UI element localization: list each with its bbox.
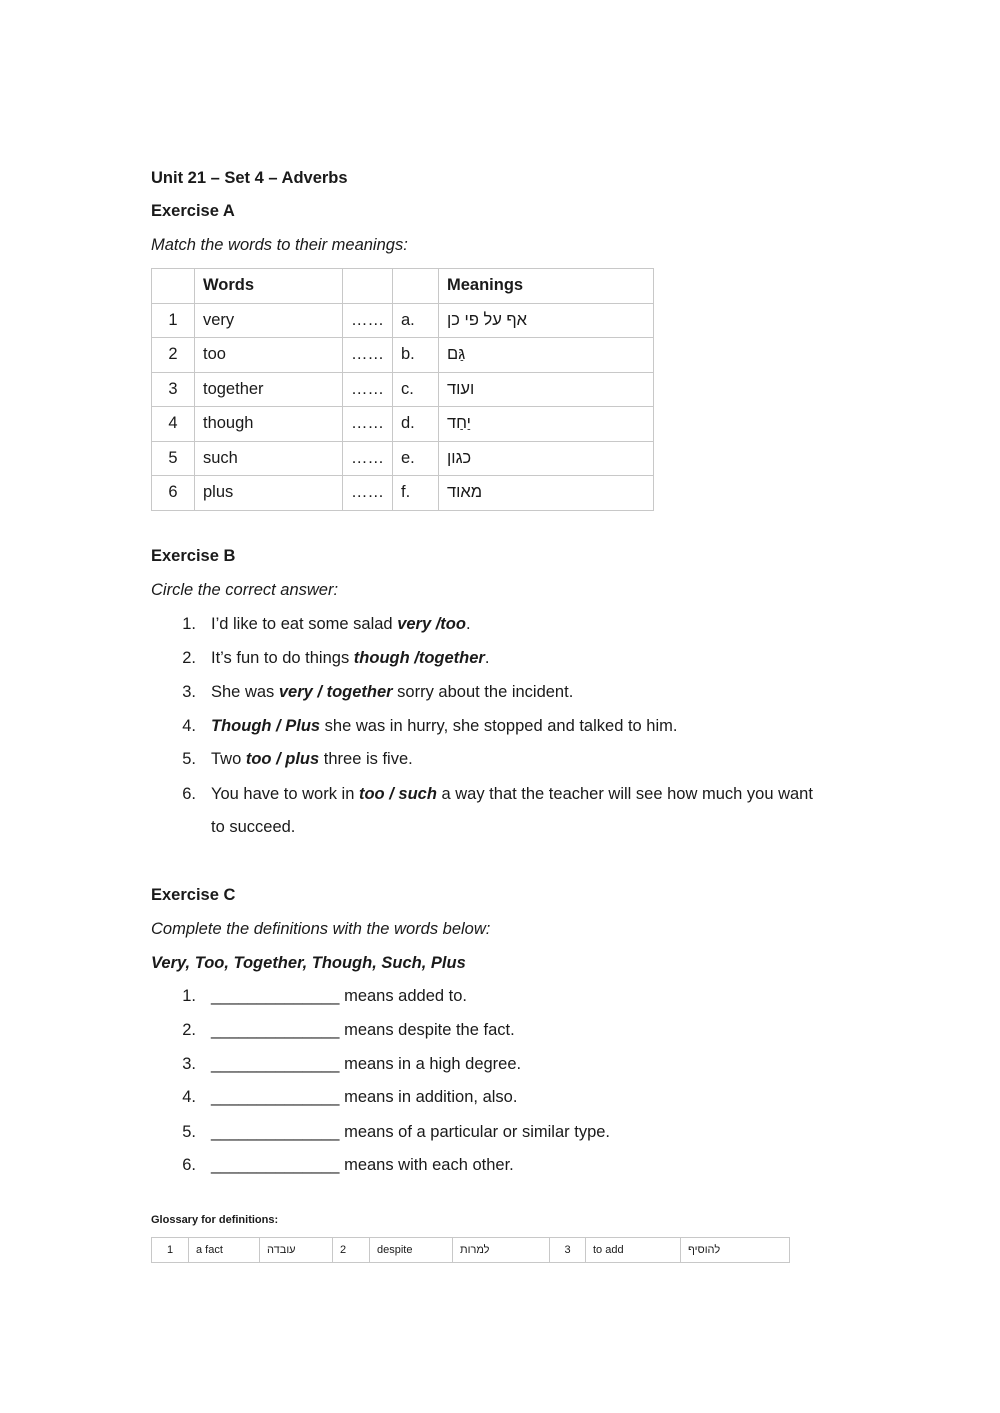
words-header: Words xyxy=(195,269,343,304)
answer-blank[interactable]: …… xyxy=(343,338,393,373)
matching-table xyxy=(151,268,654,511)
blank-field[interactable]: ______________ xyxy=(211,1021,340,1039)
word-cell: plus xyxy=(195,476,343,511)
word-cell: too xyxy=(195,338,343,373)
answer-blank[interactable]: …… xyxy=(343,441,393,476)
glossary-heading: Glossary for definitions: xyxy=(151,1214,279,1226)
meanings-header: Meanings xyxy=(439,269,654,304)
blank-field[interactable]: ______________ xyxy=(211,1123,340,1141)
meaning-cell: אף על פי כן xyxy=(439,303,654,338)
word-cell: though xyxy=(195,407,343,442)
exercise-b-heading: Exercise B xyxy=(151,547,236,565)
list-item-continuation: to succeed. xyxy=(211,818,296,836)
answer-choice[interactable]: very / together xyxy=(278,683,393,701)
word-bank: Very, Too, Together, Though, Such, Plus xyxy=(151,954,466,972)
answer-choice[interactable]: too / plus xyxy=(245,750,320,768)
answer-blank[interactable]: …… xyxy=(343,303,393,338)
table-row: 1 very …… a. אף על פי כן xyxy=(152,303,654,338)
table-row: 1 a fact עובדה 2 despite למרות 3 to add להוסיף xyxy=(152,1238,790,1263)
table-row: 6 plus …… f. מאוד xyxy=(152,476,654,511)
answer-blank[interactable]: …… xyxy=(343,372,393,407)
answer-choice[interactable]: too / such xyxy=(358,785,437,803)
answer-choice[interactable]: though /together xyxy=(353,649,485,667)
meaning-cell: ועוד xyxy=(439,372,654,407)
table-row: 2 too …… b. גַּם xyxy=(152,338,654,373)
page-title: Unit 21 – Set 4 – Adverbs xyxy=(151,169,348,187)
exercise-b-instruction: Circle the correct answer: xyxy=(151,581,339,599)
exercise-a-heading: Exercise A xyxy=(151,202,235,220)
table-row: 5 such …… e. כגון xyxy=(152,441,654,476)
meaning-cell: גַּם xyxy=(439,338,654,373)
word-cell: such xyxy=(195,441,343,476)
answer-blank[interactable]: …… xyxy=(343,407,393,442)
word-cell: very xyxy=(195,303,343,338)
answer-choice[interactable]: Though / Plus xyxy=(211,717,321,735)
exercise-c-instruction: Complete the definitions with the words below: xyxy=(151,920,491,938)
glossary-table xyxy=(151,1237,790,1263)
blank-field[interactable]: ______________ xyxy=(211,987,340,1005)
table-row: 3 together …… c. ועוד xyxy=(152,372,654,407)
meaning-cell: כגון xyxy=(439,441,654,476)
blank-field[interactable]: ______________ xyxy=(211,1055,340,1073)
answer-blank[interactable]: …… xyxy=(343,476,393,511)
table-row: 4 though …… d. יַחַד xyxy=(152,407,654,442)
meaning-cell: מאוד xyxy=(439,476,654,511)
blank-field[interactable]: ______________ xyxy=(211,1156,340,1174)
exercise-c-heading: Exercise C xyxy=(151,886,236,904)
word-cell: together xyxy=(195,372,343,407)
meaning-cell: יַחַד xyxy=(439,407,654,442)
blank-field[interactable]: ______________ xyxy=(211,1088,340,1106)
answer-choice[interactable]: very /too xyxy=(397,615,466,633)
table-header-row xyxy=(152,269,654,304)
exercise-a-instruction: Match the words to their meanings: xyxy=(151,236,408,254)
